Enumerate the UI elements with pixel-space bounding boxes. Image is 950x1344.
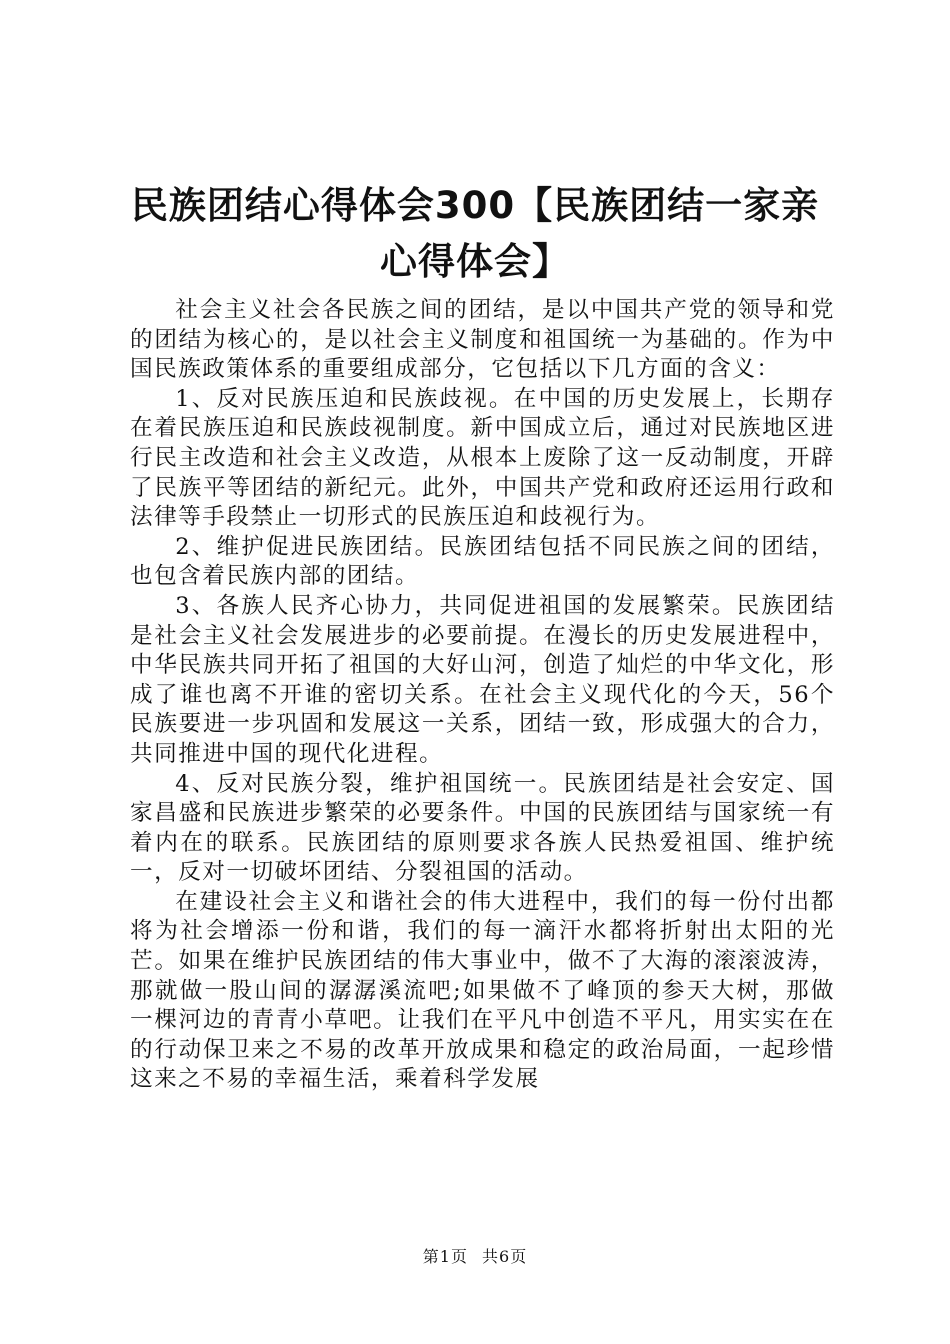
page-number: 第1页 [422, 1247, 468, 1266]
paragraph-item-2: 2、维护促进民族团结。民族团结包括不同民族之间的团结，也包含着民族内部的团结。 [130, 533, 835, 590]
document-title: 民族团结心得体会300【民族团结一家亲心得体会】 [130, 184, 820, 283]
page-footer [0, 1244, 950, 1267]
paragraph-item-1: 1、反对民族压迫和民族歧视。在中国的历史发展上，长期存在着民族压迫和民族歧视制度。新中国成立后，通过对民族地区进行民主改造和社会主义改造，从根本上废除了这一反动制度，开辟了民族平等团结的新纪元。此外，中国共产党和政府还运用行政和法律等手段禁止一切形式的民族压迫和歧视行为。 [130, 385, 835, 531]
paragraph-item-4: 4、反对民族分裂，维护祖国统一。民族团结是社会安定、国家昌盛和民族进步繁荣的必要条件。中国的民族团结与国家统一有着内在的联系。民族团结的原则要求各族人民热爱祖国、维护统一，反对一切破坏团结、分裂祖国的活动。 [130, 770, 835, 886]
paragraph-item-3: 3、各族人民齐心协力，共同促进祖国的发展繁荣。民族团结是社会主义社会发展进步的必要前提。在漫长的历史发展进程中，中华民族共同开拓了祖国的大好山河，创造了灿烂的中华文化，形成了谁也离不开谁的密切关系。在社会主义现代化的今天，56个民族要进一步巩固和发展这一关系，团结一致，形成强大的合力，共同推进中国的现代化进程。 [130, 592, 835, 767]
page-total: 共6页 [482, 1247, 528, 1266]
paragraph-intro: 社会主义社会各民族之间的团结，是以中国共产党的领导和党的团结为核心的，是以社会主义制度和祖国统一为基础的。作为中国民族政策体系的重要组成部分，它包括以下几方面的含义： [130, 297, 835, 383]
paragraph-closing: 在建设社会主义和谐社会的伟大进程中，我们的每一份付出都将为社会增添一份和谐，我们的每一滴汗水都将折射出太阳的光芒。如果在维护民族团结的伟大事业中，做不了大海的滚滚波涛，那就做一股山间的潺潺溪流吧;如果做不了峰顶的参天大树，那做一棵河边的青青小草吧。让我们在平凡中创造不平凡，用实实在在的行动保卫来之不易的改革开放成果和稳定的政治局面，一起珍惜这来之不易的幸福生活，乘着科学发展 [130, 888, 835, 1093]
document-body [130, 296, 835, 1095]
